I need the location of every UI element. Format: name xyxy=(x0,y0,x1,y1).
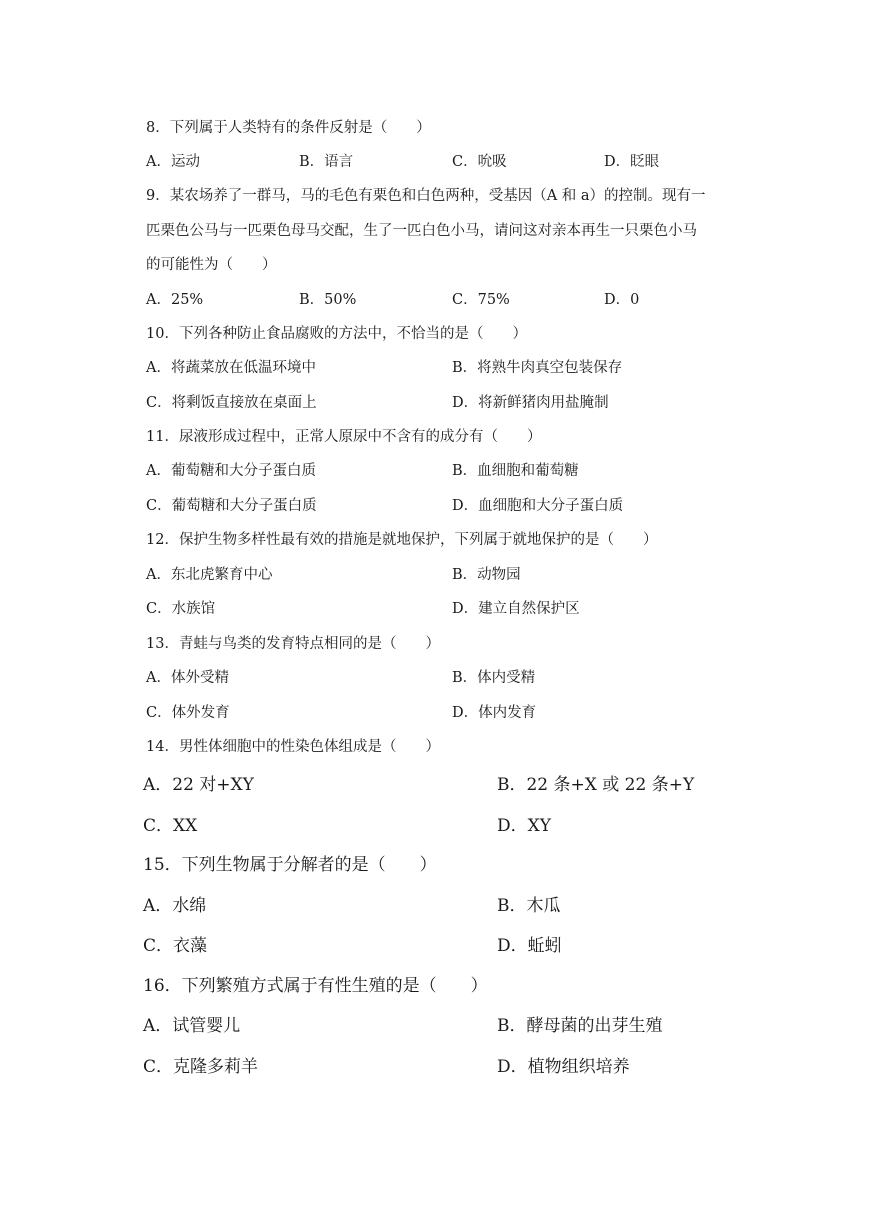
question-12-option-d: D．建立自然保护区 xyxy=(452,601,580,617)
question-14-stem: 14．男性体细胞中的性染色体组成是（ ） xyxy=(146,739,440,755)
question-15-option-c: C．衣藻 xyxy=(143,936,208,956)
question-11-option-d: D．血细胞和大分子蛋白质 xyxy=(452,498,624,514)
question-9-stem-line-1: 9．某农场养了一群马，马的毛色有栗色和白色两种，受基因（A 和 a）的控制。现有一 xyxy=(146,188,706,204)
question-16-option-d: D．植物组织培养 xyxy=(497,1057,630,1077)
question-13-option-d: D．体内发育 xyxy=(452,705,537,721)
question-11-option-c: C．葡萄糖和大分子蛋白质 xyxy=(146,498,317,514)
question-13-option-c: C．体外发育 xyxy=(146,705,230,721)
question-14-option-c: C．XX xyxy=(143,816,198,836)
question-9-option-b: B．50% xyxy=(299,292,357,308)
question-15-option-b: B．木瓜 xyxy=(497,896,561,916)
question-14-option-d: D．XY xyxy=(497,816,551,836)
question-15-option-d: D．蚯蚓 xyxy=(497,936,562,956)
question-13-stem: 13．青蛙与鸟类的发育特点相同的是（ ） xyxy=(146,636,440,652)
question-11-stem: 11．尿液形成过程中，正常人原尿中不含有的成分有（ ） xyxy=(146,429,542,445)
question-16-stem: 16．下列繁殖方式属于有性生殖的是（ ） xyxy=(143,976,488,996)
question-8-option-d: D．眨眼 xyxy=(604,154,660,170)
question-9-stem-line-3: 的可能性为（ ） xyxy=(146,257,277,273)
question-14-option-a: A．22 对+XY xyxy=(143,775,254,795)
question-8-option-a: A．运动 xyxy=(146,154,200,170)
question-8-stem: 8．下列属于人类特有的条件反射是（ ） xyxy=(146,120,431,136)
question-10-option-a: A．将蔬菜放在低温环境中 xyxy=(146,360,316,376)
question-9-option-c: C．75% xyxy=(452,292,510,308)
question-10-option-c: C．将剩饭直接放在桌面上 xyxy=(146,395,317,411)
question-9-option-d: D．0 xyxy=(604,292,640,308)
question-10-option-d: D．将新鲜猪肉用盐腌制 xyxy=(452,395,609,411)
question-14-option-b: B．22 条+X 或 22 条+Y xyxy=(497,775,695,795)
question-12-option-a: A．东北虎繁育中心 xyxy=(146,567,273,583)
question-10-stem: 10．下列各种防止食品腐败的方法中，不恰当的是（ ） xyxy=(146,326,527,342)
question-9-stem-line-2: 匹栗色公马与一匹栗色母马交配，生了一匹白色小马，请问这对亲本再生一只栗色小马 xyxy=(146,223,697,239)
question-15-stem: 15．下列生物属于分解者的是（ ） xyxy=(143,855,437,875)
question-12-option-b: B．动物园 xyxy=(452,567,521,583)
question-10-option-b: B．将熟牛肉真空包装保存 xyxy=(452,360,623,376)
question-13-option-b: B．体内受精 xyxy=(452,670,536,686)
question-16-option-c: C．克隆多莉羊 xyxy=(143,1057,259,1077)
question-9-option-a: A．25% xyxy=(146,292,204,308)
question-16-option-b: B．酵母菌的出芽生殖 xyxy=(497,1016,663,1036)
question-8-option-c: C．吮吸 xyxy=(452,154,507,170)
question-11-option-b: B．血细胞和葡萄糖 xyxy=(452,463,579,479)
question-16-option-a: A．试管婴儿 xyxy=(143,1016,241,1036)
question-11-option-a: A．葡萄糖和大分子蛋白质 xyxy=(146,463,316,479)
question-15-option-a: A．水绵 xyxy=(143,896,207,916)
question-12-option-c: C．水族馆 xyxy=(146,601,216,617)
question-8-option-b: B．语言 xyxy=(299,154,354,170)
question-13-option-a: A．体外受精 xyxy=(146,670,229,686)
question-12-stem: 12．保护生物多样性最有效的措施是就地保护，下列属于就地保护的是（ ） xyxy=(146,532,658,548)
